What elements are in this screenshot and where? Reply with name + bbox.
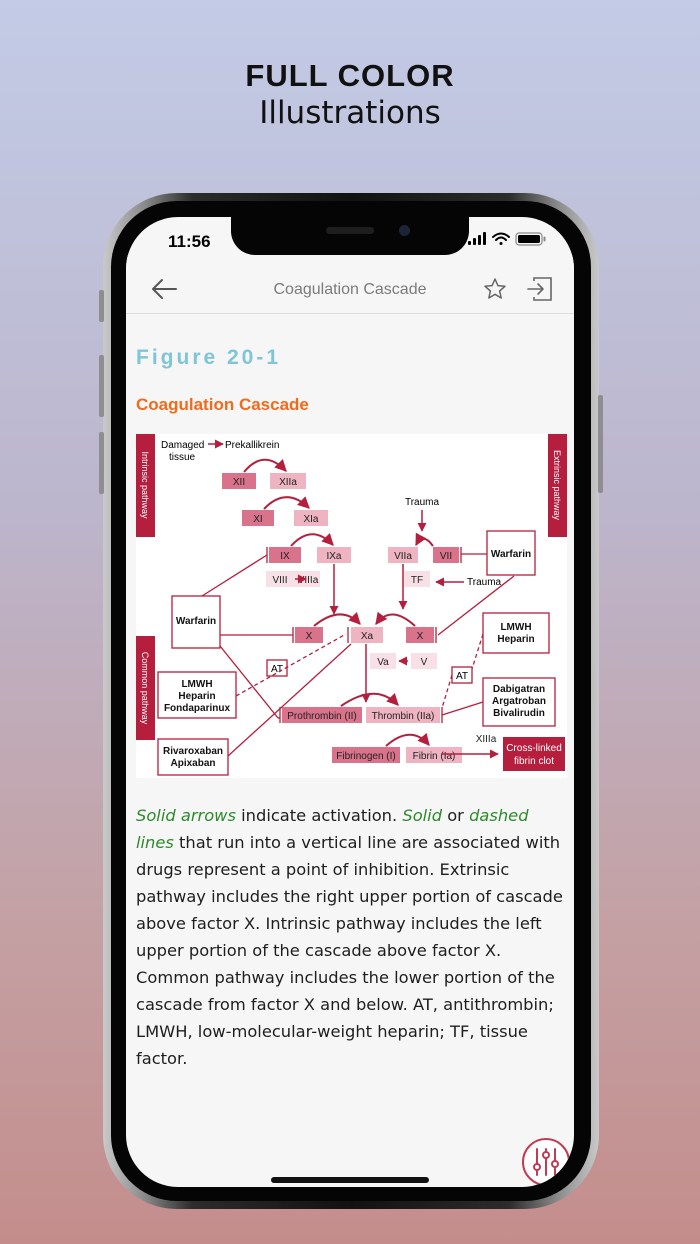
rivaroxaban-label: Rivaroxaban <box>162 746 224 757</box>
bivalirudin-label: Bivalirudin <box>493 708 545 719</box>
app-screen <box>126 217 574 1187</box>
coagulation-diagram <box>136 434 567 778</box>
apixaban-label: Apixaban <box>170 758 216 769</box>
factor-viia: VIIa <box>394 551 412 562</box>
factor-xia: XIa <box>303 514 319 525</box>
settings-fab-button[interactable] <box>522 1138 570 1186</box>
signal-icon <box>468 232 486 245</box>
factor-va: Va <box>377 657 389 668</box>
figure-label: Figure 20-1 <box>136 346 282 369</box>
factor-viii: VIII <box>272 575 288 586</box>
factor-xii: XII <box>232 477 246 488</box>
exit-button[interactable] <box>527 276 553 307</box>
sliders-icon <box>524 1140 568 1184</box>
caption-text-3: that run into a vertical line are associated with drugs represent a point of inhibition. Extrinsic pathway includes the right upper portion of cascade above factor X. Intrinsic pathway includes the left upper portion of the cascade above factor X. Common pathway includes the lower portion of the cascade from factor X and below. AT, antithrombin; LMWH, low-molecular-weight heparin; TF, tissue factor. <box>136 833 563 1068</box>
volume-up-button <box>99 355 104 417</box>
warfarin-left: Warfarin <box>175 616 217 627</box>
factor-v: V <box>420 657 428 668</box>
prothrombin-label: Prothrombin (II) <box>287 711 357 722</box>
home-indicator[interactable] <box>271 1177 429 1183</box>
lmwh-left-3: Fondaparinux <box>163 703 231 714</box>
lmwh-left-1: LMWH <box>181 679 213 690</box>
factor-vii: VII <box>439 551 453 562</box>
wifi-icon <box>493 234 509 246</box>
caption-text-2: or <box>442 806 470 825</box>
factor-ix: IX <box>280 551 290 562</box>
thrombin-label: Thrombin (IIa) <box>371 711 435 722</box>
exit-icon <box>527 276 553 302</box>
warfarin-right: Warfarin <box>490 549 532 560</box>
tissue-label: tissue <box>169 452 196 463</box>
factor-x-left: X <box>305 631 313 642</box>
caption-solid-arrows: Solid arrows <box>136 806 236 825</box>
star-icon <box>483 277 507 301</box>
trauma-label-2: Trauma <box>467 577 502 588</box>
fibrinogen-label: Fibrinogen (I) <box>336 751 396 762</box>
volume-down-button <box>99 432 104 494</box>
factor-ixa: IXa <box>326 551 342 562</box>
power-button <box>598 395 603 493</box>
camera-icon <box>399 225 410 236</box>
factor-x-right: X <box>416 631 424 642</box>
dabigatran-label: Dabigatran <box>492 684 546 695</box>
factor-xiia: XIIa <box>279 477 297 488</box>
notch <box>231 217 469 255</box>
mute-switch <box>99 290 104 322</box>
lmwh-right-1: LMWH <box>500 622 532 633</box>
lmwh-left-2: Heparin <box>178 691 216 702</box>
figure-title: Coagulation Cascade <box>136 395 309 414</box>
damaged-label: Damaged <box>161 440 205 451</box>
clot-label-2: fibrin clot <box>513 756 555 767</box>
caption-solid: Solid <box>402 806 443 825</box>
promo-headline: FULL COLOR <box>245 58 455 93</box>
caption-dashed-lines: dashed lines <box>136 806 529 852</box>
figure-caption <box>136 802 568 1072</box>
fibrin-label: Fibrin (Ia) <box>412 751 456 762</box>
tf-label: TF <box>410 575 424 586</box>
factor-xi: XI <box>253 514 263 525</box>
favorite-button[interactable] <box>483 277 507 306</box>
nav-bar <box>126 255 574 314</box>
common-pathway-label: Common pathway <box>140 651 150 725</box>
prekallikrein-label: Prekallikrein <box>225 440 280 451</box>
trauma-top-label: Trauma <box>404 497 440 508</box>
promo-subheadline: Illustrations <box>259 95 441 131</box>
at-right: AT <box>455 671 469 682</box>
factor-xa: Xa <box>360 631 374 642</box>
at-left: AT <box>270 664 284 675</box>
intrinsic-pathway-label: Intrinsic pathway <box>140 451 150 519</box>
status-time: 11:56 <box>168 232 211 251</box>
nav-title: Coagulation Cascade <box>273 281 427 298</box>
status-icons <box>468 232 548 251</box>
lmwh-right-2: Heparin <box>497 634 535 645</box>
clot-label-1: Cross-linked <box>506 743 562 754</box>
factor-viiia: VIIIa <box>297 575 319 586</box>
battery-icon <box>516 233 546 245</box>
caption-text-1: indicate activation. <box>235 806 403 825</box>
argatroban-label: Argatroban <box>492 696 546 707</box>
extrinsic-pathway-label: Extrinsic pathway <box>552 449 562 521</box>
xiiia-label: XIIIa <box>475 734 497 745</box>
